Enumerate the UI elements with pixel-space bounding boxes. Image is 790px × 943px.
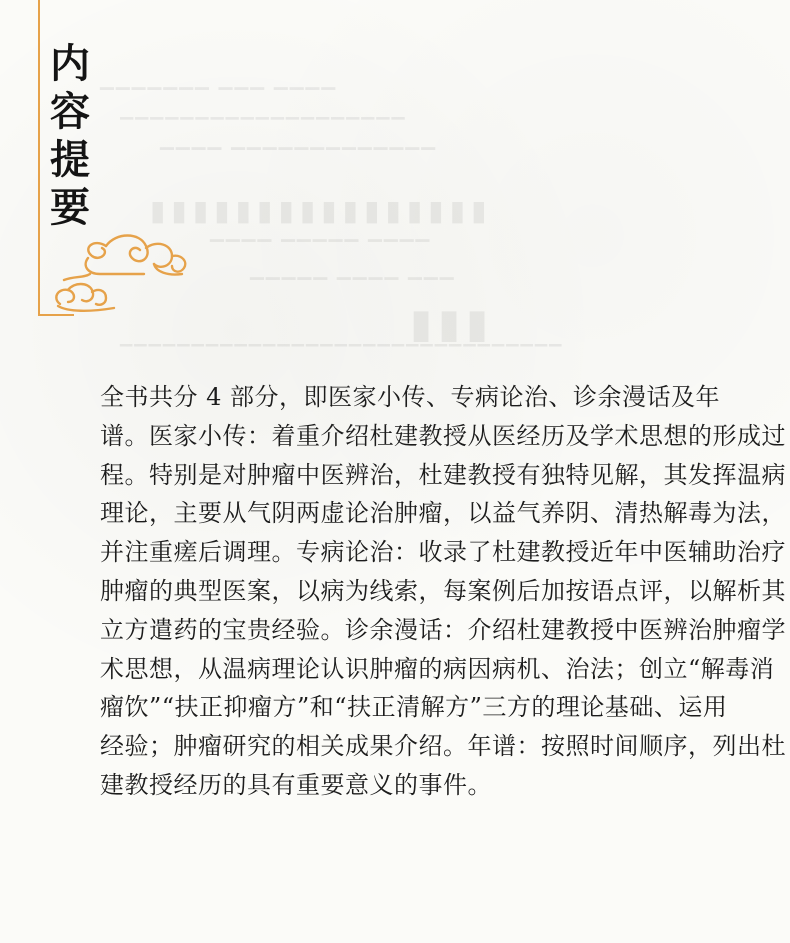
paragraph-line: 肿瘤的典型医案，以病为线索，每案例后加按语点评，以解析其 xyxy=(100,576,786,605)
show-through-decoration: ▮▮▮ xyxy=(410,300,495,347)
paragraph-line: 谱。医家小传：着重介绍杜建教授从医经历及学术思想的形成过 xyxy=(100,421,786,450)
paragraph-line: 建教授经历的具有重要意义的事件。 xyxy=(100,770,492,799)
show-through-decoration: ▔▔▔▔ ▔▔▔▔▔▔▔▔▔▔▔▔▔ xyxy=(160,148,438,169)
paragraph-line: 经验；肿瘤研究的相关成果介绍。年谱：按照时间顺序，列出杜 xyxy=(100,732,786,761)
paragraph-line: 理论，主要从气阴两虚论治肿瘤，以益气养阴、清热解毒为法， xyxy=(100,499,786,528)
paragraph-line: 术思想，从温病理论认识肿瘤的病因病机、治法；创立“解毒消 xyxy=(100,654,775,683)
section-title-char: 提 xyxy=(50,137,90,183)
show-through-decoration: ▔▔▔▔▔▔▔▔▔▔▔▔▔▔▔▔▔▔▔ xyxy=(120,118,407,138)
summary-paragraph xyxy=(100,378,786,805)
section-title-char: 容 xyxy=(50,89,90,135)
paragraph-line: 瘤饮”“扶正抑瘤方”和“扶正清解方”三方的理论基础、运用 xyxy=(100,693,728,722)
section-title-char: 内 xyxy=(50,41,90,87)
paragraph-line: 立方遣药的宝贵经验。诊余漫话：介绍杜建教授中医辨治肿瘤学 xyxy=(100,615,786,644)
show-through-decoration: ▔▔▔▔▔ ▔▔▔▔ ▔▔▔ xyxy=(250,278,456,299)
show-through-decoration: ▔▔▔▔▔▔▔▔▔▔▔▔▔▔▔▔▔▔▔▔▔▔▔▔▔▔▔▔▔▔▔ xyxy=(120,344,564,363)
section-title-char: 要 xyxy=(50,185,90,231)
paragraph-line: 并注重瘥后调理。专病论治：收录了杜建教授近年中医辅助治疗 xyxy=(100,538,786,567)
show-through-decoration: ▔▔▔▔ ▔▔▔▔▔ ▔▔▔▔ xyxy=(210,240,432,261)
section-title xyxy=(46,40,94,232)
paragraph-line: 全书共分 4 部分，即医家小传、专病论治、诊余漫话及年 xyxy=(100,383,721,411)
left-border-rule xyxy=(38,0,40,316)
show-through-decoration: ▔▔▔▔▔▔▔ ▔▔▔ ▔▔▔▔ xyxy=(100,88,338,109)
paragraph-line: 程。特别是对肿瘤中医辨治，杜建教授有独特见解，其发挥温病 xyxy=(100,460,786,489)
auspicious-cloud-icon xyxy=(44,218,194,318)
show-through-decoration: ▮▮▮▮▮▮▮▮▮▮▮▮▮▮▮▮ xyxy=(150,194,493,227)
